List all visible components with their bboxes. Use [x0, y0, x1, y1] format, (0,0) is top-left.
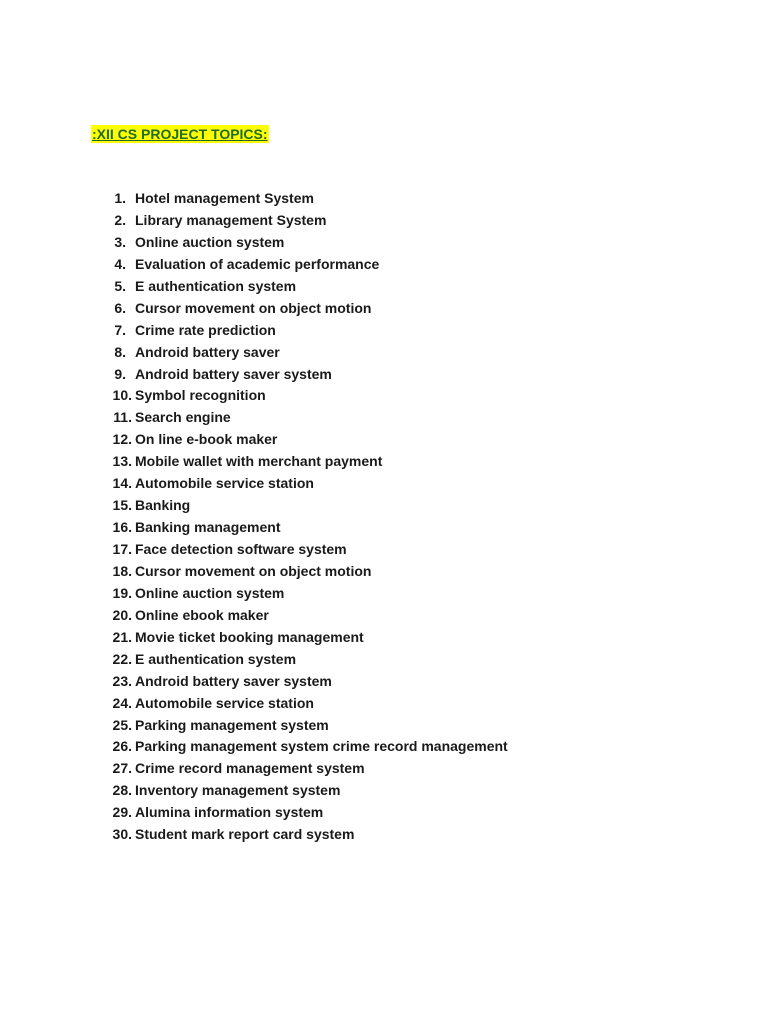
list-item-label: On line e-book maker: [135, 431, 278, 448]
list-item-number: 15.: [112, 497, 132, 514]
list-item-label: E authentication system: [135, 650, 297, 667]
list-item-number: 29.: [112, 804, 132, 821]
list-item-label: Parking management system: [135, 716, 329, 733]
list-item-number: 25.: [112, 716, 132, 733]
list-item-label: Student mark report card system: [135, 826, 355, 843]
list-item-number: 18.: [112, 562, 132, 579]
list-item-number: 16.: [112, 519, 132, 536]
list-item-number: 23.: [112, 672, 132, 689]
list-item-label: Evaluation of academic performance: [135, 255, 380, 272]
list-item-number: 3.: [114, 233, 126, 250]
list-item-number: 8.: [114, 343, 126, 360]
list-item-label: Crime rate prediction: [135, 321, 276, 338]
list-item-label: Library management System: [135, 211, 327, 228]
list-item-number: 10.: [112, 387, 132, 404]
list-item-label: Android battery saver system: [135, 672, 332, 689]
list-item-label: Crime record management system: [135, 760, 365, 777]
list-item-label: Alumina information system: [135, 804, 324, 821]
list-item-number: 19.: [112, 584, 132, 601]
list-item-number: 30.: [112, 826, 132, 843]
list-item-label: Android battery saver: [135, 343, 280, 360]
list-item-number: 22.: [112, 650, 132, 667]
page-title: :XII CS PROJECT TOPICS:: [92, 126, 268, 142]
list-item-label: Hotel management System: [135, 190, 314, 206]
list-item-label: Face detection software system: [135, 541, 347, 557]
list-item-number: 14.: [112, 475, 132, 492]
list-item-label: Banking management: [135, 519, 281, 536]
list-item-label: Parking management system crime record management: [135, 738, 508, 755]
list-item-number: 17.: [112, 541, 132, 557]
list-item-number: 1.: [114, 190, 126, 206]
list-item-number: 11.: [113, 409, 132, 426]
list-item-number: 28.: [112, 782, 132, 799]
list-item-label: Movie ticket booking management: [135, 628, 364, 645]
list-item-number: 7.: [114, 321, 126, 338]
list-item-number: 6.: [114, 299, 126, 316]
list-item-label: Mobile wallet with merchant payment: [135, 453, 383, 470]
list-item-number: 27.: [112, 760, 132, 777]
list-item-label: Automobile service station: [135, 694, 314, 711]
list-item-number: 9.: [114, 365, 126, 382]
list-item-number: 21.: [112, 628, 132, 645]
list-item-label: Online auction system: [135, 584, 285, 601]
list-item-label: Android battery saver system: [135, 365, 332, 382]
list-item-label: Online auction system: [135, 233, 285, 250]
list-item-label: Inventory management system: [135, 782, 341, 799]
list-item-number: 13.: [112, 453, 132, 470]
list-item-number: 2.: [114, 211, 126, 228]
list-item-label: Online ebook maker: [135, 606, 269, 623]
list-item-number: 12.: [112, 431, 132, 448]
list-item-number: 26.: [112, 738, 132, 755]
list-item-number: 5.: [114, 277, 126, 294]
list-item-label: Cursor movement on object motion: [135, 299, 372, 316]
list-item-label: E authentication system: [135, 277, 297, 294]
list-item-label: Banking: [135, 497, 191, 514]
list-item-label: Cursor movement on object motion: [135, 562, 372, 579]
list-item-label: Automobile service station: [135, 475, 314, 492]
list-item-label: Search engine: [135, 409, 231, 426]
list-item-number: 24.: [112, 694, 132, 711]
list-item-number: 20.: [112, 606, 132, 623]
list-item-number: 4.: [114, 255, 126, 272]
list-item-label: Symbol recognition: [135, 387, 266, 404]
